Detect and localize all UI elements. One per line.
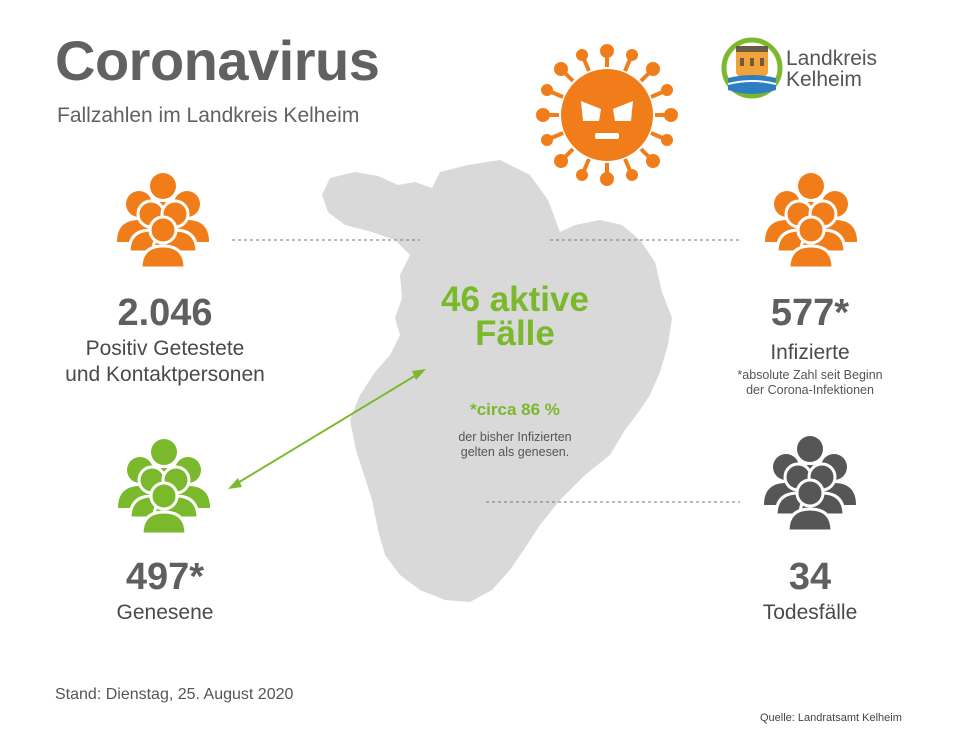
- recovered-value: 497*: [125, 556, 205, 598]
- page-subtitle: Fallzahlen im Landkreis Kelheim: [57, 104, 360, 127]
- angry-virus-icon: [538, 46, 676, 184]
- infected-label: Infizierte: [770, 341, 850, 364]
- recovered-people-icon: [118, 439, 210, 534]
- infected-value: 577*: [770, 292, 850, 334]
- infected-note: [700, 368, 920, 398]
- status-date: Stand: Dienstag, 25. August 2020: [55, 686, 294, 703]
- active-line2: Fälle: [475, 314, 555, 353]
- district-map: [322, 160, 672, 602]
- deaths-label: Todesfälle: [762, 601, 858, 624]
- positive-people-icon: [117, 173, 209, 268]
- logo-text: [786, 48, 877, 90]
- deaths-value: 34: [788, 556, 832, 598]
- logo-line2: Kelheim: [786, 68, 862, 91]
- recovered-percent-note: [425, 430, 605, 460]
- logo-line1: Landkreis: [786, 47, 878, 70]
- infected-note-line1: *absolute Zahl seit Beginn: [737, 368, 883, 382]
- deaths-people-icon: [764, 436, 856, 531]
- active-line1: 46 aktive: [441, 280, 589, 319]
- recovered-label: Genesene: [116, 601, 214, 624]
- positive-label-line2: und Kontaktpersonen: [65, 363, 265, 386]
- positive-label-line1: Positiv Getestete: [85, 337, 245, 360]
- active-cases: [395, 280, 635, 353]
- percent-note-line1: der bisher Infizierten: [458, 430, 572, 444]
- percent-note-line2: gelten als genesen.: [460, 445, 570, 459]
- positive-label: [30, 336, 300, 388]
- recovered-percent: *circa 86 %: [470, 400, 560, 419]
- positive-value: 2.046: [117, 292, 213, 334]
- page-title: Coronavirus: [55, 29, 380, 92]
- source-credit: Quelle: Landratsamt Kelheim: [760, 712, 902, 724]
- infected-people-icon: [765, 173, 857, 268]
- landkreis-kelheim-logo: [724, 40, 780, 96]
- infected-note-line2: der Corona-Infektionen: [746, 383, 874, 397]
